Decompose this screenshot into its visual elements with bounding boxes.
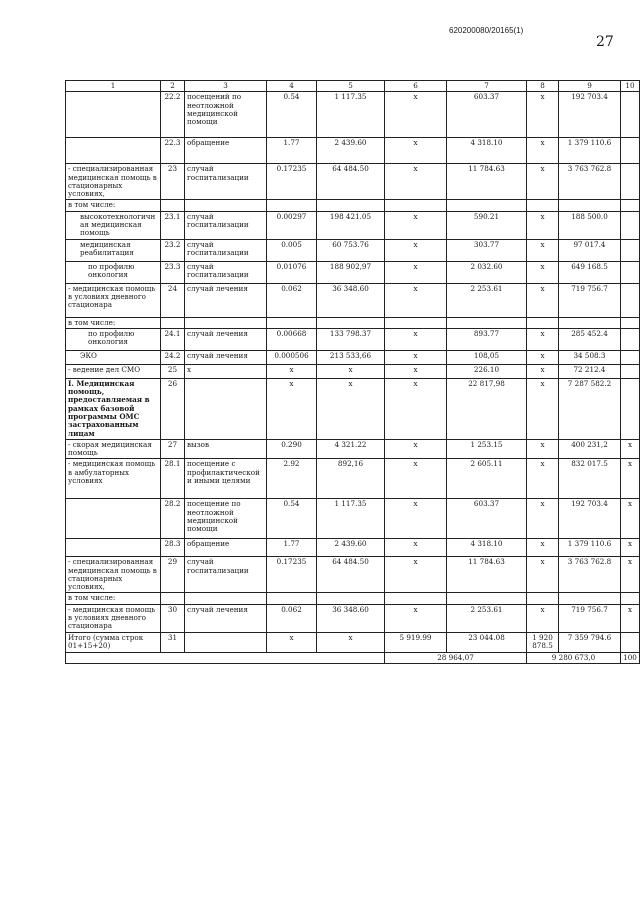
table-cell-c5: 36 348.60 <box>317 283 385 317</box>
table-cell-c8: x <box>527 364 559 378</box>
table-row <box>66 499 640 539</box>
table-row <box>66 593 640 604</box>
table-cell-unit: обращение <box>185 138 267 164</box>
table-cell-c7: 22 817,98 <box>447 378 527 439</box>
table-cell-c7: 2 253.61 <box>447 283 527 317</box>
table-cell-num: 28.2 <box>161 499 185 539</box>
table-cell-c10 <box>621 328 640 350</box>
table-cell-c9: 72 212.4 <box>559 364 621 378</box>
table-cell-name: в том числе: <box>66 200 161 211</box>
table-cell-c8: x <box>527 459 559 499</box>
table-row <box>66 138 640 164</box>
table-cell-c6: x <box>385 328 447 350</box>
table-cell-c5 <box>317 200 385 211</box>
table-cell-name: - медицинская помощь в условиях дневного стационара <box>66 283 161 317</box>
table-cell-c7 <box>447 200 527 211</box>
footer-sum-cols-8-9: 9 280 673,0 <box>527 652 621 663</box>
table-cell-c7: 226.10 <box>447 364 527 378</box>
table-cell-c5 <box>317 593 385 604</box>
table-cell-c7: 4 318.10 <box>447 539 527 557</box>
table-cell-c10 <box>621 261 640 283</box>
table-cell-unit: обращение <box>185 539 267 557</box>
table-cell-name: в том числе: <box>66 593 161 604</box>
table-cell-c4 <box>267 593 317 604</box>
table-cell-c6: x <box>385 364 447 378</box>
table-cell-c4: x <box>267 378 317 439</box>
table-cell-c9: 400 231,2 <box>559 439 621 459</box>
table-cell-c9: 1 379 110.6 <box>559 539 621 557</box>
table-cell-c6 <box>385 593 447 604</box>
table-cell-c5: 60 753.76 <box>317 239 385 261</box>
table-cell-c4: 0.000506 <box>267 350 317 364</box>
table-cell-c4: 2.92 <box>267 459 317 499</box>
header-cell: 9 <box>559 81 621 92</box>
table-cell-num: 25 <box>161 364 185 378</box>
table-cell-c7: 603.37 <box>447 499 527 539</box>
header-cell: 5 <box>317 81 385 92</box>
table-cell-c8: x <box>527 164 559 200</box>
table-cell-c5: 64 484.50 <box>317 557 385 593</box>
table-cell-c6: x <box>385 604 447 632</box>
table-cell-c4: x <box>267 632 317 652</box>
table-cell-c4 <box>267 200 317 211</box>
table-cell-c8: x <box>527 499 559 539</box>
table-cell-num: 24 <box>161 283 185 317</box>
table-cell-num: 22.3 <box>161 138 185 164</box>
table-cell-c8: x <box>527 604 559 632</box>
table-cell-c9 <box>559 317 621 328</box>
table-cell-num: 23 <box>161 164 185 200</box>
table-row <box>66 328 640 350</box>
table-cell-name: I. Медицинская помощь, предоставляемая в рамках базовой программы ОМС застрахованным лицам <box>66 378 161 439</box>
table-row <box>66 557 640 593</box>
table-cell-c7: 23 044.08 <box>447 632 527 652</box>
table-cell-c5: 1 117.35 <box>317 499 385 539</box>
table-row <box>66 164 640 200</box>
table-cell-c7: 1 253.15 <box>447 439 527 459</box>
table-cell-c6 <box>385 200 447 211</box>
table-cell-c10: x <box>621 539 640 557</box>
table-cell-num: 23.1 <box>161 211 185 239</box>
table-cell-c5: 892,16 <box>317 459 385 499</box>
table-cell-c8: x <box>527 92 559 138</box>
table-cell-num <box>161 593 185 604</box>
table-cell-unit: вызов <box>185 439 267 459</box>
table-cell-c10: x <box>621 604 640 632</box>
table-cell-c6 <box>385 317 447 328</box>
table-cell-c8: x <box>527 261 559 283</box>
table-cell-c10 <box>621 92 640 138</box>
table-cell-c8: x <box>527 439 559 459</box>
table-cell-c4: 0.005 <box>267 239 317 261</box>
table-cell-c4: 1.77 <box>267 539 317 557</box>
table-cell-unit: случай лечения <box>185 350 267 364</box>
table-cell-c7: 11 784.63 <box>447 557 527 593</box>
table-cell-c6: 5 919.99 <box>385 632 447 652</box>
table-cell-num: 30 <box>161 604 185 632</box>
table-cell-name <box>66 92 161 138</box>
table-cell-c10 <box>621 593 640 604</box>
table-cell-c8: x <box>527 328 559 350</box>
table-cell-c9: 1 379 110.6 <box>559 138 621 164</box>
table-cell-c9: 3 763 762.8 <box>559 164 621 200</box>
table-cell-c7: 11 784.63 <box>447 164 527 200</box>
table-cell-c7 <box>447 593 527 604</box>
table-cell-c9: 649 168.5 <box>559 261 621 283</box>
table-cell-name: медицинская реабилитация <box>66 239 161 261</box>
table-cell-c10 <box>621 632 640 652</box>
table-cell-c5: x <box>317 378 385 439</box>
table-cell-c5: 2 439.60 <box>317 138 385 164</box>
table-cell-c9 <box>559 593 621 604</box>
table-cell-unit <box>185 200 267 211</box>
table-cell-c9: 832 017.5 <box>559 459 621 499</box>
header-cell: 6 <box>385 81 447 92</box>
table-row <box>66 283 640 317</box>
table-cell-c10 <box>621 317 640 328</box>
table-cell-c5: x <box>317 632 385 652</box>
header-cell: 7 <box>447 81 527 92</box>
table-cell-unit: случай госпитализации <box>185 261 267 283</box>
table-cell-unit <box>185 317 267 328</box>
table-cell-c4: 0.00668 <box>267 328 317 350</box>
table-cell-c5: 64 484.50 <box>317 164 385 200</box>
table-cell-num: 23.2 <box>161 239 185 261</box>
table-cell-c7: 603.37 <box>447 92 527 138</box>
table-cell-name: Итого (сумма строк 01+15+20) <box>66 632 161 652</box>
table-cell-c7: 893.77 <box>447 328 527 350</box>
table-cell-c7: 108,05 <box>447 350 527 364</box>
table-cell-c4: 0.17235 <box>267 164 317 200</box>
header-cell: 4 <box>267 81 317 92</box>
header-cell: 8 <box>527 81 559 92</box>
table-cell-c8: x <box>527 239 559 261</box>
table-cell-c10: x <box>621 557 640 593</box>
table-cell-c4: 1.77 <box>267 138 317 164</box>
table-cell-unit <box>185 632 267 652</box>
table-cell-c8 <box>527 593 559 604</box>
table-cell-num: 31 <box>161 632 185 652</box>
table-cell-c9: 719 756.7 <box>559 604 621 632</box>
table-cell-num: 24.2 <box>161 350 185 364</box>
table-cell-c9: 3 763 762.8 <box>559 557 621 593</box>
table-cell-c9: 188 500.0 <box>559 211 621 239</box>
table-cell-c6: x <box>385 557 447 593</box>
table-cell-name: - специализированная медицинская помощь в стационарных условиях, <box>66 557 161 593</box>
table-cell-c10: x <box>621 459 640 499</box>
table-row <box>66 632 640 652</box>
table-cell-c9: 192 703.4 <box>559 92 621 138</box>
table-cell-unit: случай лечения <box>185 328 267 350</box>
table-cell-c9: 7 287 582.2 <box>559 378 621 439</box>
table-cell-c6: x <box>385 239 447 261</box>
table-cell-c6: x <box>385 539 447 557</box>
table-cell-c8: x <box>527 138 559 164</box>
table-cell-c5 <box>317 317 385 328</box>
table-cell-c6: x <box>385 92 447 138</box>
table-cell-c5: 213 533,66 <box>317 350 385 364</box>
table-cell-num: 26 <box>161 378 185 439</box>
table-cell-c7: 2 253.61 <box>447 604 527 632</box>
table-cell-c5: 198 421.05 <box>317 211 385 239</box>
table-cell-num <box>161 317 185 328</box>
table-cell-c6: x <box>385 138 447 164</box>
financial-table <box>65 80 640 664</box>
table-cell-c8: x <box>527 350 559 364</box>
table-row <box>66 92 640 138</box>
table-cell-c9: 34 508.3 <box>559 350 621 364</box>
table-cell-name: - специализированная медицинская помощь в стационарных условиях, <box>66 164 161 200</box>
table-cell-c6: x <box>385 439 447 459</box>
table-cell-c5: 133 798.37 <box>317 328 385 350</box>
table-cell-name <box>66 539 161 557</box>
page-number: 27 <box>596 34 614 50</box>
table-cell-c10 <box>621 350 640 364</box>
table-cell-c5: 188 902,97 <box>317 261 385 283</box>
table-row <box>66 378 640 439</box>
table-cell-c4: 0.01076 <box>267 261 317 283</box>
table-cell-num: 28.1 <box>161 459 185 499</box>
table-cell-name: по профилю онкология <box>66 261 161 283</box>
table-cell-c4: 0.00297 <box>267 211 317 239</box>
table-cell-name <box>66 138 161 164</box>
table-cell-c5: 1 117.35 <box>317 92 385 138</box>
table-cell-c10 <box>621 211 640 239</box>
table-row <box>66 459 640 499</box>
header-cell: 10 <box>621 81 640 92</box>
table-row <box>66 364 640 378</box>
table-cell-unit: случай госпитализации <box>185 211 267 239</box>
table-cell-c10: x <box>621 499 640 539</box>
table-cell-c4 <box>267 317 317 328</box>
table-cell-c10 <box>621 239 640 261</box>
table-row <box>66 200 640 211</box>
table-cell-unit: x <box>185 364 267 378</box>
header-cell: 3 <box>185 81 267 92</box>
table-row <box>66 239 640 261</box>
header-cell: 2 <box>161 81 185 92</box>
table-cell-c10 <box>621 364 640 378</box>
table-cell-num: 23.3 <box>161 261 185 283</box>
table-cell-unit: случай госпитализации <box>185 557 267 593</box>
document-id: 620200080/20165(1) <box>449 26 524 35</box>
table-cell-num: 24.1 <box>161 328 185 350</box>
table-cell-c8: 1 920 878.5 <box>527 632 559 652</box>
table-cell-c5: 4 321.22 <box>317 439 385 459</box>
table-cell-c6: x <box>385 211 447 239</box>
table-cell-unit: случай лечения <box>185 604 267 632</box>
table-cell-c5: 36 348.60 <box>317 604 385 632</box>
table-cell-c10: x <box>621 439 640 459</box>
table-cell-c4: x <box>267 364 317 378</box>
table-cell-name: высокотехнологичная медицинская помощь <box>66 211 161 239</box>
table-cell-unit: случай госпитализации <box>185 164 267 200</box>
table-cell-num: 29 <box>161 557 185 593</box>
table-cell-c8: x <box>527 557 559 593</box>
table-cell-c4: 0.54 <box>267 499 317 539</box>
table-cell-c7: 2 032.60 <box>447 261 527 283</box>
table-cell-c10 <box>621 283 640 317</box>
table-cell-unit <box>185 378 267 439</box>
table-cell-num: 28.3 <box>161 539 185 557</box>
footer-sum-cols-6-7: 28 964,07 <box>385 652 527 663</box>
table-cell-c10 <box>621 138 640 164</box>
table-cell-c6: x <box>385 261 447 283</box>
table-cell-name: ЭКО <box>66 350 161 364</box>
table-cell-c4: 0.062 <box>267 283 317 317</box>
table-cell-c9: 285 452.4 <box>559 328 621 350</box>
table-cell-unit <box>185 593 267 604</box>
table-cell-c6: x <box>385 283 447 317</box>
total-row <box>66 652 640 663</box>
table-cell-c5: 2 439.60 <box>317 539 385 557</box>
table-row <box>66 539 640 557</box>
table-cell-c10 <box>621 200 640 211</box>
table-cell-unit: посещение с профилактической и иными целями <box>185 459 267 499</box>
table-cell-c7: 2 605.11 <box>447 459 527 499</box>
table-cell-name: - медицинская помощь в амбулаторных условиях <box>66 459 161 499</box>
table-cell-unit: посещение по неотложной медицинской помощи <box>185 499 267 539</box>
table-cell-unit: посещений по неотложной медицинской помощи <box>185 92 267 138</box>
table-cell-unit: случай госпитализации <box>185 239 267 261</box>
table-cell-c6: x <box>385 459 447 499</box>
table-row <box>66 439 640 459</box>
table-cell-c6: x <box>385 499 447 539</box>
table-cell-c4: 0.062 <box>267 604 317 632</box>
table-row <box>66 211 640 239</box>
header-row <box>66 81 640 92</box>
table-cell-c8: x <box>527 283 559 317</box>
table-row <box>66 604 640 632</box>
table-cell-c8: x <box>527 539 559 557</box>
table-cell-c5: x <box>317 364 385 378</box>
table-cell-c8 <box>527 200 559 211</box>
table-cell-num <box>161 200 185 211</box>
table-cell-c9: 97 017.4 <box>559 239 621 261</box>
table-cell-c4: 0.54 <box>267 92 317 138</box>
footer-col-10: 100 <box>621 652 640 663</box>
table-cell-c9: 719 756.7 <box>559 283 621 317</box>
table-cell-num: 27 <box>161 439 185 459</box>
table-cell-c6: x <box>385 350 447 364</box>
table-cell-num: 22.2 <box>161 92 185 138</box>
table-cell-c7: 590.21 <box>447 211 527 239</box>
table-row <box>66 317 640 328</box>
table-cell-c7: 4 318.10 <box>447 138 527 164</box>
table-cell-c10 <box>621 164 640 200</box>
table-cell-c9: 7 359 794.6 <box>559 632 621 652</box>
table-cell-name <box>66 499 161 539</box>
table-cell-c7: 303.77 <box>447 239 527 261</box>
table-cell-c9: 192 703.4 <box>559 499 621 539</box>
table-cell-c8: x <box>527 378 559 439</box>
table-cell-c4: 0.17235 <box>267 557 317 593</box>
table-cell-c6: x <box>385 164 447 200</box>
table-cell-c7 <box>447 317 527 328</box>
table-cell-unit: случай лечения <box>185 283 267 317</box>
table-cell-c4: 0.290 <box>267 439 317 459</box>
table-cell-name: - скорая медицинская помощь <box>66 439 161 459</box>
table-row <box>66 261 640 283</box>
table-cell-name: по профилю онкология <box>66 328 161 350</box>
table-cell-c6: x <box>385 378 447 439</box>
table-cell-c9 <box>559 200 621 211</box>
table-cell-name: - медицинская помощь в условиях дневного стационара <box>66 604 161 632</box>
table-cell-c8 <box>527 317 559 328</box>
table-cell-c8: x <box>527 211 559 239</box>
table-row <box>66 350 640 364</box>
table-cell-name: в том числе: <box>66 317 161 328</box>
table-cell-c10 <box>621 378 640 439</box>
table-cell-name: - ведение дел СМО <box>66 364 161 378</box>
header-cell: 1 <box>66 81 161 92</box>
footer-empty-cell <box>66 652 385 663</box>
